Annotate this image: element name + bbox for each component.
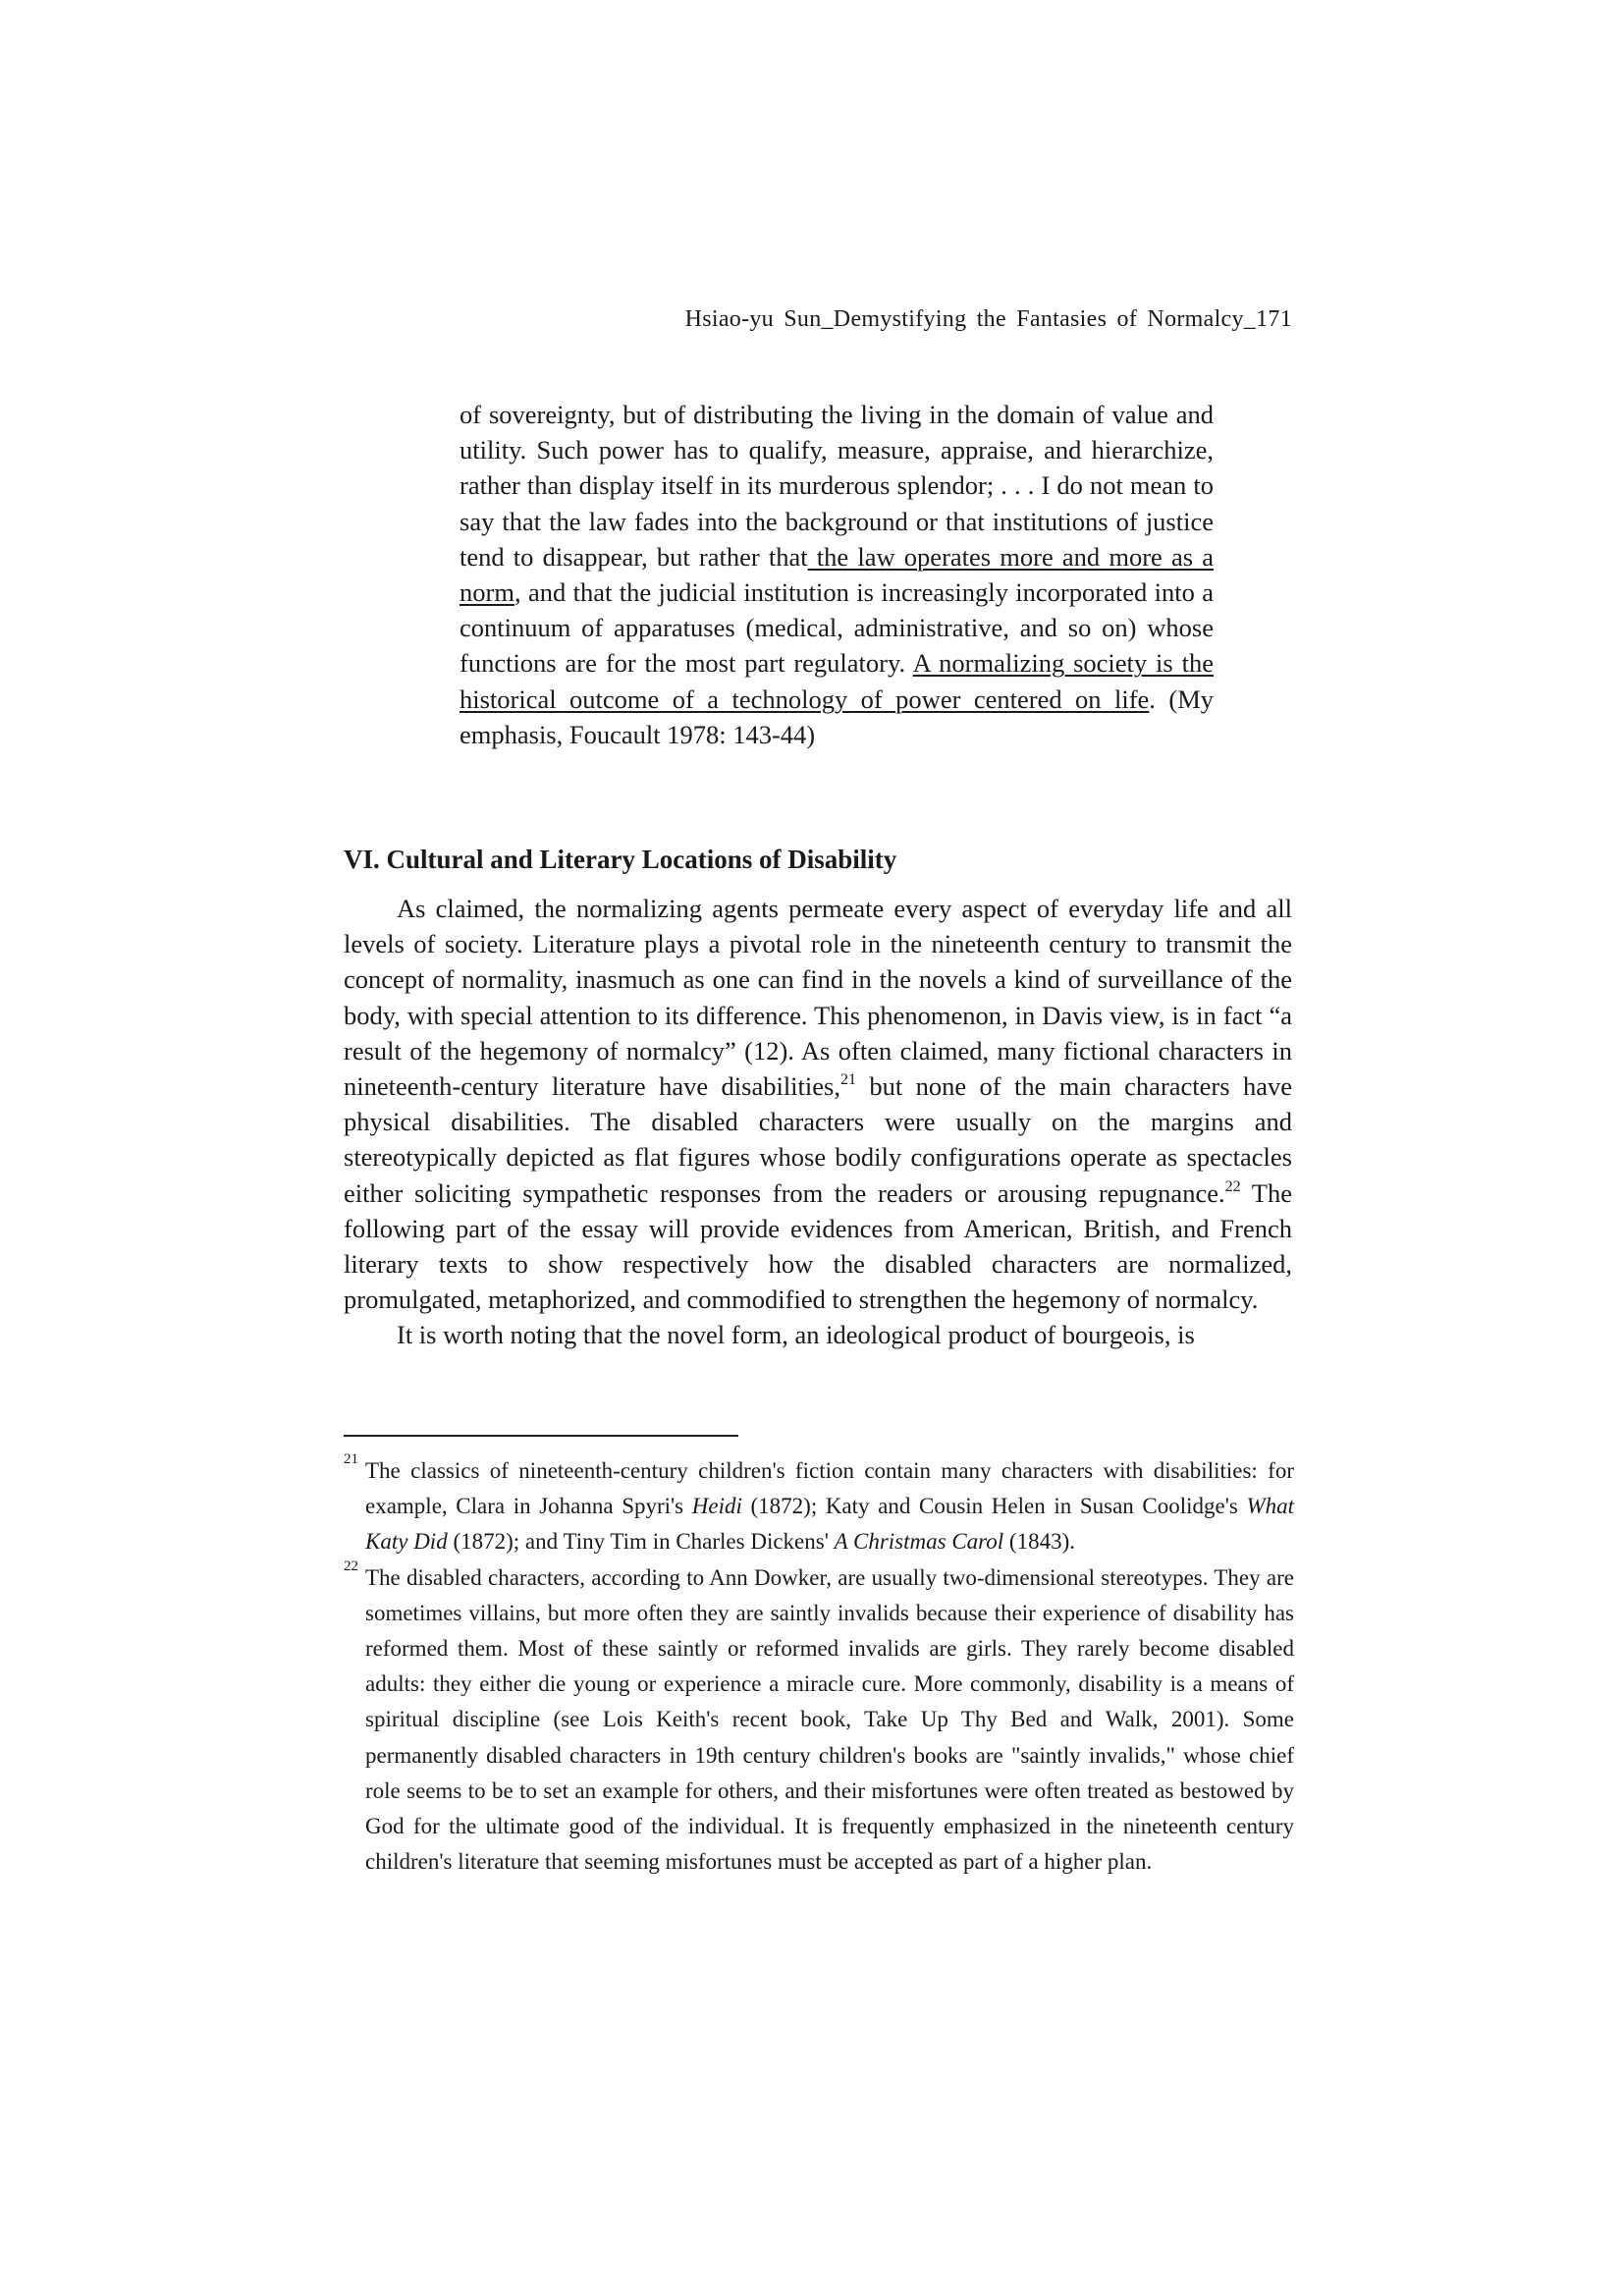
book-title-heidi: Heidi <box>691 1494 742 1519</box>
running-head: Hsiao-yu Sun_Demystifying the Fantasies of Normalcy_171 <box>684 306 1292 332</box>
body-text-run: The following part of the essay will provide evidences from American, British, and French literary texts to show respectively how the disabled characters are normalized, promulgated, metaphorized, and commodified to strengthen the hegemony of normalcy. <box>344 1177 1292 1315</box>
book-title-what-katy-did: What Katy Did <box>365 1494 1295 1555</box>
body-text <box>344 891 1292 1353</box>
footnote-ref-22[interactable]: 22 <box>1224 1177 1241 1195</box>
footnote-text: (1843). <box>1003 1529 1075 1555</box>
footnote-mark-21: 21 <box>344 1451 358 1467</box>
footnote-text: The classics of nineteenth-century children's fiction contain many characters with disabilities: for example, Clara in Johanna Spyri's <box>365 1458 1294 1519</box>
quote-citation: . (My emphasis, Foucault 1978: 143-44) <box>460 683 1215 749</box>
footnotes <box>344 1453 1294 1880</box>
footnote-body-21 <box>357 1453 1294 1560</box>
block-quote <box>460 397 1214 752</box>
quote-emphasis-2: A normalizing society is the historical outcome of a technology of power centered on life <box>460 648 1215 714</box>
footnote-divider <box>344 1435 738 1437</box>
block-quote-paragraph <box>460 397 1214 752</box>
footnote-22 <box>344 1560 1294 1881</box>
body-paragraph-2: It is worth noting that the novel form, an ideological product of bourgeois, is <box>397 1320 1195 1350</box>
quote-text: of sovereignty, but of distributing the living in the domain of value and utility. Such power has to qualify, measure, appraise, and hierarchize, rather than display itself in its murderous splendor; . . . I do not mean to say that the law fades into the background or that institutions of justice tend to disappear, but rather that <box>460 400 1214 572</box>
footnote-ref-21[interactable]: 21 <box>839 1071 856 1089</box>
quote-emphasis-1: the law operates more and more as a norm <box>460 541 1214 608</box>
body-text-run: As claimed, the normalizing agents permeate every aspect of everyday life and all levels of society. Literature plays a pivotal role in the nineteenth century to transmit the concept of normality, inasmuch as one can find in the novels a kind of surveillance of the body, with special attention to its difference. This phenomenon, in Davis view, is in fact “a result of the hegemony of normalcy” (12). As often claimed, many fictional characters in nineteenth-century literature have disabilities, <box>344 894 1292 1102</box>
body-paragraph-1 <box>344 891 1292 1317</box>
footnote-text: (1872); and Tiny Tim in Charles Dickens' <box>447 1529 835 1555</box>
footnote-text: (1872); Katy and Cousin Helen in Susan Coolidge's <box>741 1494 1247 1519</box>
footnote-21 <box>344 1453 1294 1560</box>
footnote-body-22: The disabled characters, according to Ann Dowker, are usually two-dimensional stereotypes. They are sometimes villains, but more often they are saintly invalids because their experience of disability has reformed them. Most of these saintly or reformed invalids are girls. They rarely become disabled adults: they either die young or experience a miracle cure. More commonly, disability is a means of spiritual discipline (see Lois Keith's recent book, Take Up Thy Bed and Walk, 2001). Some permanently disabled characters in 19th century children's books are "saintly invalids," whose chief role seems to be to set an example for others, and their misfortunes were often treated as bestowed by God for the ultimate good of the individual. It is frequently emphasized in the nineteenth century children's literature that seeming misfortunes must be accepted as part of a higher plan. <box>365 1564 1294 1875</box>
section-heading: VI. Cultural and Literary Locations of Disability <box>344 845 897 874</box>
quote-text: , and that the judicial institution is increasingly incorporated into a continuum of apparatuses (medical, administrative, and so on) whose functions are for the most part regulatory. <box>460 577 1214 679</box>
footnote-mark-22: 22 <box>344 1558 358 1574</box>
body-text-run: but none of the main characters have physical disabilities. The disabled characters were usually on the margins and stereotypically depicted as flat figures whose bodily configurations operate as spectacles either soliciting sympathetic responses from the readers or arousing repugnance. <box>344 1071 1292 1208</box>
book-title-christmas-carol: A Christmas Carol <box>834 1529 1004 1555</box>
